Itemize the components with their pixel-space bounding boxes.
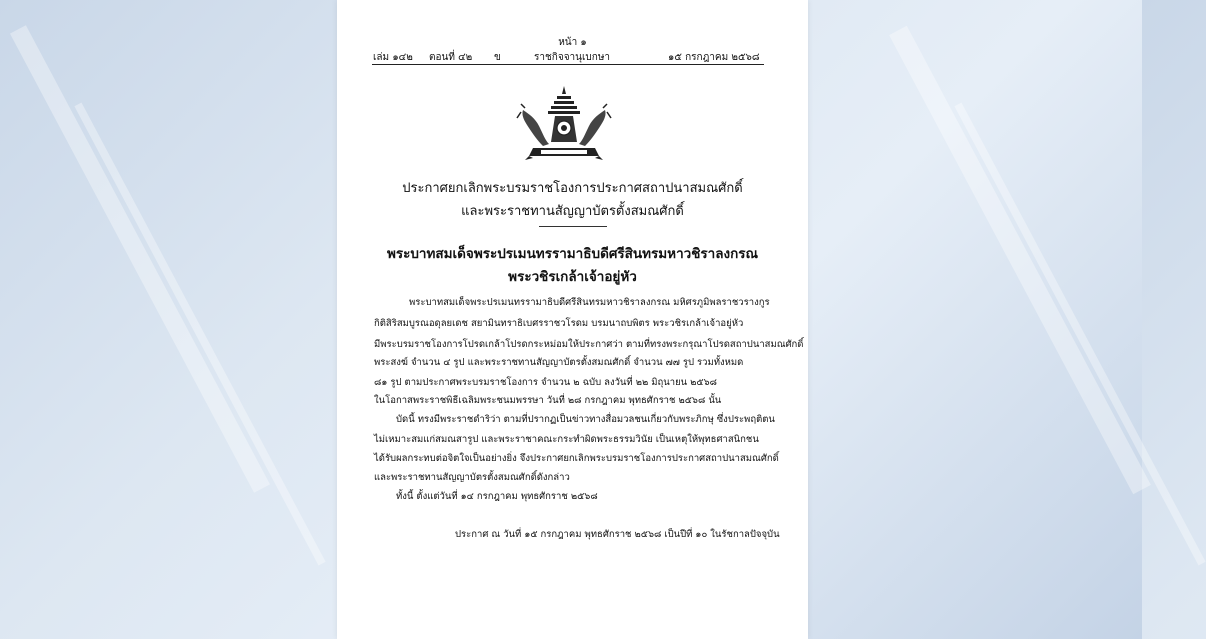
garuda-emblem-icon [515,84,613,164]
body-line: พระบาทสมเด็จพระปรเมนทรรามาธิบดีศรีสินทรมหาวชิราลงกรณ มหิศรภูมิพลราชวรางกูร [409,297,770,308]
title-divider [539,226,607,227]
section-label: ข [494,52,501,63]
body-line: ในโอกาสพระราชพิธีเฉลิมพระชนมพรรษา วันที่ ๒๘ กรกฎาคม พุทธศักราช ๒๕๖๘ นั้น [374,395,722,406]
volume-label: เล่ม ๑๔๒ [373,52,413,63]
background-streak [889,26,1151,495]
body-line: มีพระบรมราชโองการโปรดเกล้าโปรดกระหม่อมให้ประกาศว่า ตามที่ทรงพระกรุณาโปรดสถาปนาสมณศักดิ์ [374,339,804,350]
body-line: ไม่เหมาะสมแก่สมณสารูป และพระราชาคณะกระทำผิดพระธรรมวินัย เป็นเหตุให้พุทธศาสนิกชน [374,434,759,445]
body-line: กิติสิริสมบูรณอดุลยเดช สยามินทราธิเบศรราชวโรดม บรมนาถบพิตร พระวชิรเกล้าเจ้าอยู่หัว [374,318,744,329]
body-line: ทั้งนี้ ตั้งแต่วันที่ ๑๔ กรกฎาคม พุทธศักราช ๒๕๖๘ [396,491,598,502]
body-line: ๘๑ รูป ตามประกาศพระบรมราชโองการ จำนวน ๒ ฉบับ ลงวันที่ ๒๒ มิถุนายน ๒๕๖๘ [374,377,717,388]
body-line: และพระราชทานสัญญาบัตรตั้งสมณศักดิ์ดังกล่าว [374,472,570,483]
body-line: บัดนี้ ทรงมีพระราชดำริว่า ตามที่ปรากฏเป็นข่าวทางสื่อมวลชนเกี่ยวกับพระภิกษุ ซึ่งประพฤติตน [396,414,775,425]
header-rule [372,64,764,65]
royal-name-line-2: พระวชิรเกล้าเจ้าอยู่หัว [508,269,637,285]
announcement-title-line-1: ประกาศยกเลิกพระบรมราชโองการประกาศสถาปนาสมณศักดิ์ [402,181,743,196]
body-line: ได้รับผลกระทบต่อจิตใจเป็นอย่างยิ่ง จึงประกาศยกเลิกพระบรมราชโองการประกาศสถาปนาสมณศักดิ์ [374,453,779,464]
page-number: หน้า ๑ [558,37,587,48]
background-streak [74,103,325,566]
royal-name-line-1: พระบาทสมเด็จพระปรเมนทรรามาธิบดีศรีสินทรมหาวชิราลงกรณ [386,246,759,262]
announcement-title-line-2: และพระราชทานสัญญาบัตรตั้งสมณศักดิ์ [461,204,684,219]
issue-label: ตอนที่ ๔๒ [429,52,473,63]
publication-name: ราชกิจจานุเบกษา [534,52,611,63]
background-streak [10,25,270,493]
proclamation-date-line: ประกาศ ณ วันที่ ๑๕ กรกฎาคม พุทธศักราช ๒๕๖๘ เป็นปีที่ ๑๐ ในรัชกาลปัจจุบัน [455,529,780,540]
publication-date: ๑๕ กรกฎาคม ๒๕๖๘ [668,52,760,63]
gazette-page [337,0,808,639]
body-line: พระสงฆ์ จำนวน ๔ รูป และพระราชทานสัญญาบัตรตั้งสมณศักดิ์ จำนวน ๗๗ รูป รวมทั้งหมด [374,357,744,368]
background-streak [954,103,1205,566]
